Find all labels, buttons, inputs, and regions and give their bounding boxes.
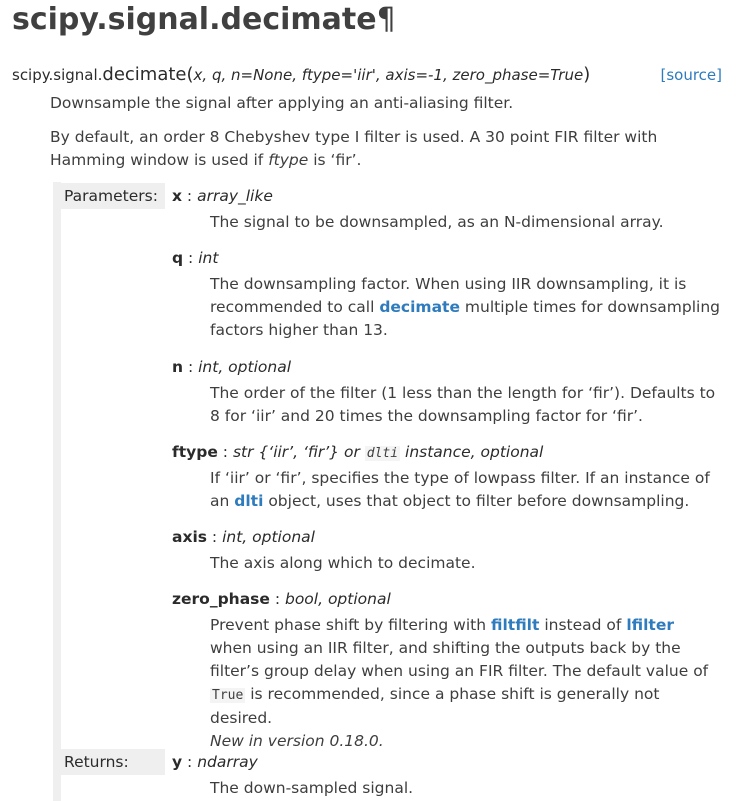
param-zero-phase-desc bbox=[210, 614, 720, 753]
param-n-name: n bbox=[172, 358, 184, 376]
signature-params: x, q, n=None, ftype='iir', axis=-1, zero_phase=True bbox=[193, 66, 584, 84]
return-y-sep: : bbox=[182, 753, 198, 771]
field-list-sidebar bbox=[53, 182, 61, 801]
param-ftype-type-text-1: str {‘iir’, ‘fir’} or bbox=[232, 443, 365, 461]
param-zero-phase-name: zero_phase bbox=[172, 590, 270, 608]
param-x-title bbox=[172, 185, 273, 207]
filtfilt-link[interactable]: filtfilt bbox=[490, 616, 540, 634]
default-filter-text-2: is ‘fir’. bbox=[308, 151, 362, 169]
param-ftype-title bbox=[172, 441, 543, 465]
function-signature bbox=[12, 64, 724, 85]
param-q-type: int bbox=[198, 249, 219, 267]
param-axis-title bbox=[172, 526, 315, 548]
return-y-name: y bbox=[172, 753, 183, 771]
lfilter-link[interactable]: lfilter bbox=[626, 616, 674, 634]
param-ftype-name: ftype bbox=[172, 443, 218, 461]
page-title-text: scipy.signal.decimate bbox=[12, 2, 377, 37]
param-zero-phase-title bbox=[172, 588, 391, 610]
default-filter-description bbox=[50, 126, 730, 172]
param-n-title bbox=[172, 356, 291, 378]
default-filter-text-1: By default, an order 8 Chebyshev type I filter is used. A 30 point FIR filter with Hamming window is used if bbox=[50, 128, 658, 169]
param-q-desc-text-2: multiple times for downsampling factors higher than 13. bbox=[210, 298, 721, 339]
version-added-note: New in version 0.18.0. bbox=[210, 732, 384, 750]
param-q-title bbox=[172, 247, 218, 269]
param-zero-phase-sep: : bbox=[269, 590, 285, 608]
param-n-desc: The order of the filter (1 less than the length for ‘fir’). Defaults to 8 for ‘iir’ and 20 times the downsampling factor for ‘fir’. bbox=[210, 384, 716, 425]
page-title bbox=[12, 2, 396, 37]
return-y-type: ndarray bbox=[197, 753, 258, 771]
param-zero-phase-type: bool, optional bbox=[284, 590, 391, 608]
param-axis-type: int, optional bbox=[222, 528, 315, 546]
param-x-type: array_like bbox=[197, 187, 273, 205]
default-filter-ftype-emphasis: ftype bbox=[268, 151, 309, 169]
param-x-sep: : bbox=[182, 187, 198, 205]
signature-function-name: decimate bbox=[102, 64, 187, 85]
param-axis-desc: The axis along which to decimate. bbox=[210, 554, 476, 572]
parameters-label: Parameters: bbox=[53, 183, 165, 209]
return-y-desc: The down-sampled signal. bbox=[210, 779, 414, 797]
param-ftype-desc-text-1: If ‘iir’ or ‘fir’, specifies the type of lowpass filter. If an instance of an bbox=[210, 469, 710, 510]
signature-module-prefix: scipy.signal. bbox=[12, 66, 103, 84]
permalink-pilcrow[interactable]: ¶ bbox=[376, 2, 396, 37]
param-ftype-type bbox=[233, 443, 543, 461]
return-y-title bbox=[172, 751, 258, 773]
param-ftype-desc-text-2: object, uses that object to filter before downsampling. bbox=[263, 492, 690, 510]
summary-description: Downsample the signal after applying an anti-aliasing filter. bbox=[50, 94, 514, 112]
param-n-type: int, optional bbox=[198, 358, 292, 376]
param-axis-sep: : bbox=[207, 528, 223, 546]
param-q-sep: : bbox=[183, 249, 199, 267]
param-ftype-desc bbox=[210, 467, 720, 513]
param-n-sep: : bbox=[183, 358, 199, 376]
param-axis-name: axis bbox=[172, 528, 207, 546]
signature-close-paren: ) bbox=[583, 64, 591, 85]
param-zero-phase-desc-text-2: instead of bbox=[539, 616, 627, 634]
true-literal: True bbox=[212, 688, 244, 703]
param-ftype-sep: : bbox=[217, 443, 233, 461]
param-zero-phase-desc-text-1: Prevent phase shift by filtering with bbox=[210, 616, 491, 634]
param-zero-phase-desc-text-4: is recommended, since a phase shift is generally not desired. bbox=[210, 685, 660, 727]
decimate-link[interactable]: decimate bbox=[379, 298, 460, 316]
source-link[interactable]: [source] bbox=[660, 66, 722, 84]
dlti-link[interactable]: dlti bbox=[234, 492, 264, 510]
signature-open-paren: ( bbox=[186, 64, 194, 85]
param-x-desc: The signal to be downsampled, as an N-dimensional array. bbox=[210, 213, 664, 231]
param-ftype-type-code: dlti bbox=[366, 446, 399, 461]
param-x-name: x bbox=[172, 187, 182, 205]
param-zero-phase-desc-text-3: when using an IIR filter, and shifting the outputs back by the filter’s group delay when using an FIR filter. The default value of bbox=[210, 639, 709, 680]
param-ftype-type-text-2: instance, optional bbox=[400, 443, 544, 461]
param-q-desc-text-1: The downsampling factor. When using IIR downsampling, it is recommended to call bbox=[210, 275, 687, 316]
param-q-name: q bbox=[172, 249, 184, 267]
param-q-desc bbox=[210, 273, 720, 342]
returns-label: Returns: bbox=[53, 749, 165, 775]
